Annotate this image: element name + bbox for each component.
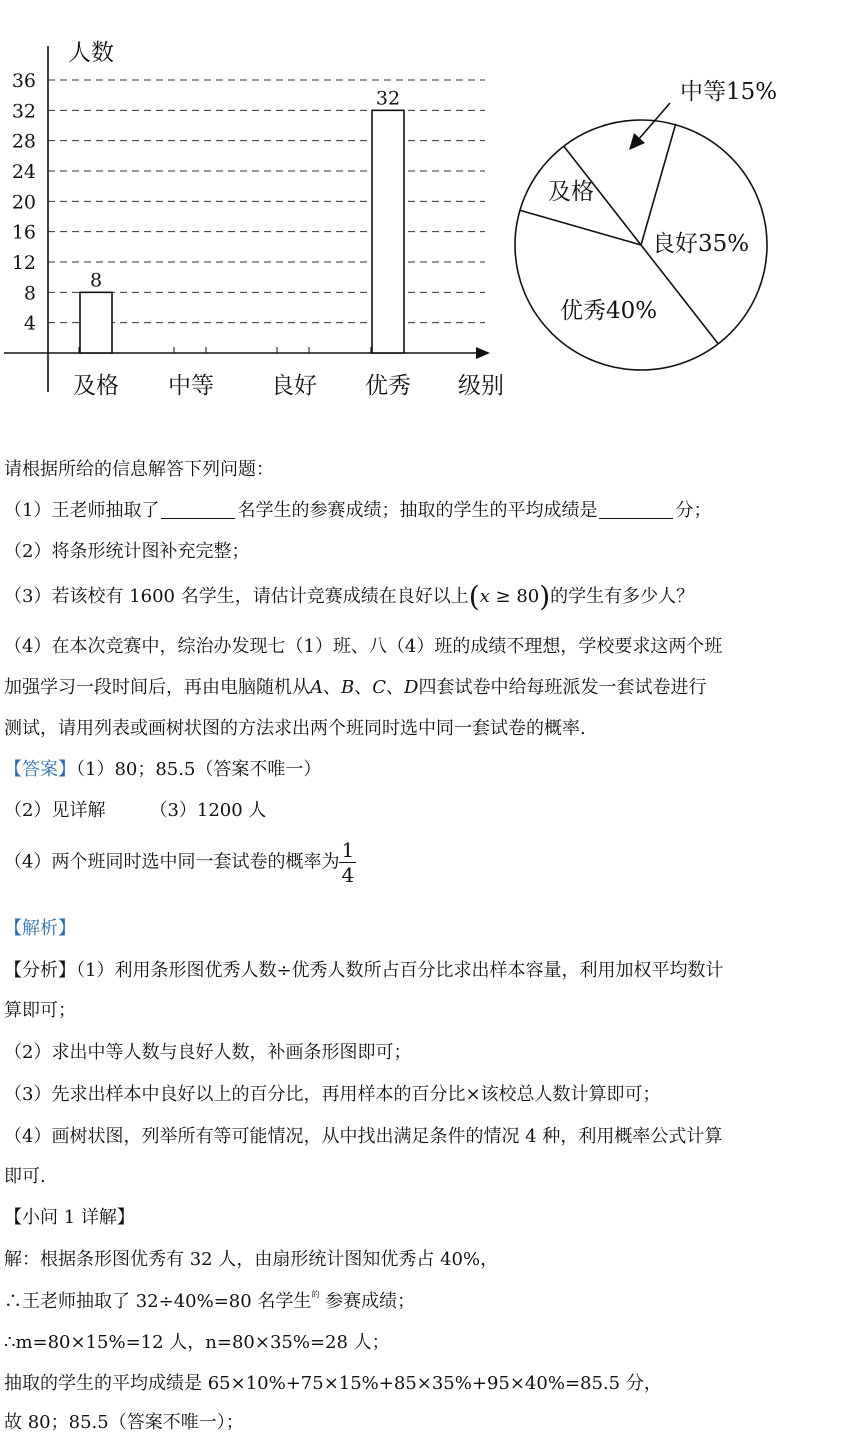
statistics-figure <box>0 0 845 420</box>
solution-line-5 <box>4 1408 244 1434</box>
fenxi-4b: 即可. <box>4 1166 46 1187</box>
paper-a: A <box>310 677 323 698</box>
solution-2b: 参赛成绩； <box>319 1291 416 1312</box>
answer-2: （2）见详解 <box>4 800 106 821</box>
q4-text-1: （4）在本次竞赛中，综治办发现七（1）班、八（4）班的成绩不理想，学校要求这两个班 <box>4 636 723 657</box>
analysis-line-1 <box>4 956 724 982</box>
pie-slice-label: 及格 <box>548 179 594 205</box>
category-label: 中等 <box>168 373 214 399</box>
solution-4: 抽取的学生的平均成绩是 65×10%+75×15%+85×35%+95×40%=85.5 分， <box>4 1373 662 1394</box>
pie-chart <box>515 79 777 370</box>
fraction-one-quarter <box>339 838 356 887</box>
q3-text-a: （3）若该校有 1600 名学生，请估计竞赛成绩在良好以上 <box>4 586 469 607</box>
fenxi-1a: （1）利用条形图优秀人数÷优秀人数所占百分比求出样本容量，利用加权平均数计 <box>76 960 724 981</box>
y-tick-label: 4 <box>23 312 36 335</box>
solution-line-2 <box>4 1287 415 1313</box>
question-4-line-1 <box>4 632 722 658</box>
question-1 <box>4 496 711 522</box>
analysis-line-5 <box>4 1122 722 1148</box>
bar <box>372 110 404 353</box>
paper-c: C <box>372 677 387 698</box>
y-tick-label: 36 <box>11 70 36 92</box>
solution-2a: ∴王老师抽取了 32÷40%=80 名学生 <box>4 1291 312 1312</box>
bar-chart <box>4 40 504 399</box>
answer-line-4 <box>4 838 356 887</box>
solution-line-1 <box>4 1245 498 1271</box>
intro-text: 请根据所给的信息解答下列问题： <box>4 459 274 480</box>
open-paren: ( <box>468 580 480 613</box>
y-axis-label: 人数 <box>68 40 114 66</box>
analysis-line-3 <box>4 1038 411 1064</box>
y-tick-label: 8 <box>23 282 36 305</box>
y-tick-label: 20 <box>11 191 36 214</box>
fraction-denominator: 4 <box>341 863 355 887</box>
answer-blank-1 <box>161 500 235 519</box>
y-tick-label: 28 <box>11 130 36 153</box>
analysis-heading <box>4 914 76 940</box>
question-3 <box>4 580 694 613</box>
pie-slice-label: 良好35% <box>652 231 750 257</box>
q1-text-a: （1）王老师抽取了 <box>4 500 160 521</box>
category-label: 及格 <box>73 373 119 399</box>
solution-1: 解：根据条形图优秀有 32 人，由扇形统计图知优秀占 40%， <box>4 1249 499 1270</box>
answer-line-1 <box>4 755 321 781</box>
category-label: 优秀 <box>365 373 411 399</box>
analysis-line-4 <box>4 1080 661 1106</box>
sub-question-1-heading <box>4 1203 135 1229</box>
bar-value-label: 32 <box>375 87 401 110</box>
pie-slice-label: 中等15% <box>680 79 778 105</box>
analysis-line-6 <box>4 1162 46 1188</box>
q4-text-2b: 四套试卷中给每班派发一套试卷进行 <box>418 677 707 698</box>
x-axis-label: 级别 <box>458 373 504 399</box>
q1-text-c: 分； <box>675 500 712 521</box>
paper-d: D <box>404 677 419 698</box>
bar-value-label: 8 <box>89 269 103 292</box>
y-tick-label: 16 <box>11 221 36 244</box>
solution-2-tiny: 的 <box>311 1290 320 1299</box>
paper-b: B <box>341 677 355 698</box>
bar <box>80 292 112 353</box>
solution-line-4 <box>4 1369 662 1395</box>
question-4-line-2: 加强学习一段时间后，再由电脑随机从A、B、C、D四套试卷中给每班派发一套试卷进行 <box>4 677 707 698</box>
q4-text-3: 测试，请用列表或画树状图的方法求出两个班同时选中同一套试卷的概率. <box>4 718 586 739</box>
solution-line-3 <box>4 1328 390 1354</box>
q4-text-2a: 加强学习一段时间后，再由电脑随机从 <box>4 677 310 698</box>
answer-3: （3）1200 人 <box>149 800 267 821</box>
question-2 <box>4 537 249 563</box>
answer-line-2 <box>4 796 266 822</box>
intro-line <box>4 455 274 481</box>
fenxi-1b: 算即可； <box>4 1000 76 1021</box>
q3-variable-x: x <box>479 586 490 607</box>
xiaowen-1: 【小问 1 详解】 <box>4 1207 135 1228</box>
pie-slice-label: 优秀40% <box>560 298 658 324</box>
fenxi-tag: 【分析】 <box>4 960 76 981</box>
fenxi-3: （3）先求出样本中良好以上的百分比，再用样本的百分比×该校总人数计算即可； <box>4 1084 661 1105</box>
y-tick-label: 32 <box>11 100 36 123</box>
solution-5: 故 80；85.5（答案不唯一）； <box>4 1412 244 1433</box>
fenxi-4a: （4）画树状图，列举所有等可能情况，从中找出满足条件的情况 4 种，利用概率公式计算 <box>4 1126 723 1147</box>
fenxi-2: （2）求出中等人数与良好人数，补画条形图即可； <box>4 1042 412 1063</box>
fraction-numerator: 1 <box>341 838 355 862</box>
answer-blank-2 <box>599 500 673 519</box>
q3-inequality: ≥ 80 <box>489 586 540 607</box>
question-4-line-3 <box>4 714 586 740</box>
close-paren: ) <box>539 580 551 613</box>
solution-3: ∴m=80×15%=12 人，n=80×35%=28 人； <box>4 1332 390 1353</box>
answer-tag: 【答案】 <box>4 759 76 780</box>
q3-text-b: 的学生有多少人？ <box>550 586 695 607</box>
analysis-line-2 <box>4 996 76 1022</box>
jiexi-tag: 【解析】 <box>4 918 76 939</box>
y-tick-label: 12 <box>11 252 36 274</box>
answer-1: （1）80；85.5（答案不唯一） <box>76 759 322 780</box>
category-label: 良好 <box>271 373 317 399</box>
q1-text-b: 名学生的参赛成绩；抽取的学生的平均成绩是 <box>237 500 598 521</box>
answer-4: （4）两个班同时选中同一套试卷的概率为 <box>4 851 340 873</box>
y-tick-label: 24 <box>11 161 36 183</box>
x-axis-arrow <box>476 347 490 359</box>
q2-text: （2）将条形统计图补充完整； <box>4 541 250 562</box>
